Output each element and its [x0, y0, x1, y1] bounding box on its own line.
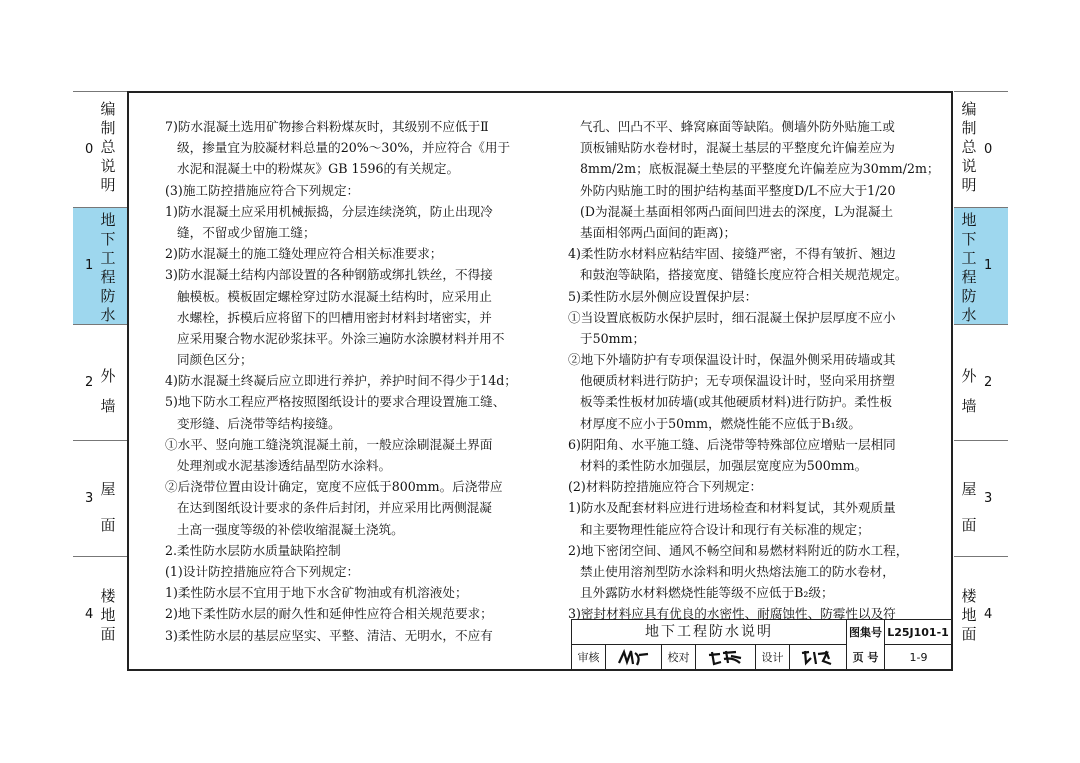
text-line: 7)防水混凝土选用矿物掺合料粉煤灰时，其级别不应低于Ⅱ	[165, 119, 489, 134]
text-line: 且外露防水材料燃烧性能等级不应低于B₂级；	[568, 585, 834, 601]
text-line: 1)防水混凝土应采用机械振捣，分层连续浇筑，防止出现冷	[165, 203, 493, 219]
nav-tab-roof[interactable]	[954, 440, 1008, 556]
nav-tab-number: 3	[85, 491, 94, 506]
title-block-signature-row	[572, 645, 952, 670]
check-signature	[696, 645, 756, 670]
text-line: 5)柔性防水层外侧应设置保护层：	[568, 288, 758, 304]
text-line: 水螺栓，拆模后应将留下的凹槽用密封材料封堵密实，并	[165, 309, 492, 325]
nav-tab-number: 1	[984, 258, 993, 273]
text-line: 3)防水混凝土结构内部设置的各种钢筋或绑扎铁丝，不得接	[165, 267, 493, 283]
text-line: 材料的柔性防水加强层，加强层宽度应为500mm。	[568, 458, 868, 473]
text-line: 于50mm；	[568, 330, 646, 346]
text-line: 同颜色区分；	[165, 352, 253, 368]
nav-tab-general[interactable]	[73, 91, 127, 207]
text-line: 8mm/2m；底板混凝土垫层的平整度允许偏差应为30mm/2m；	[568, 161, 940, 177]
text-line: 1)柔性防水层不宜用于地下水含矿物油或有机溶液处；	[165, 585, 468, 601]
text-line: 禁止使用溶剂型防水涂料和明火热熔法施工的防水卷材，	[568, 563, 895, 579]
nav-tab-label: 编制总说明	[100, 100, 116, 194]
nav-tab-label: 地下工程防水	[100, 211, 116, 324]
text-line: 他硬质材料进行防护；无专项保温设计时，竖向采用挤塑	[568, 373, 895, 389]
nav-tab-label: 屋面	[961, 480, 977, 534]
text-line: 处理剂或水泥基渗透结晶型防水涂料。	[165, 458, 392, 473]
text-line: 6)阴阳角、水平施工缝、后浇带等特殊部位应增贴一层相同	[568, 436, 896, 452]
text-line: ①当设置底板防水保护层时，细石混凝土保护层厚度不应小	[568, 309, 896, 325]
drawing-title: 地下工程防水说明	[572, 620, 847, 645]
review-signature	[606, 645, 662, 670]
text-line: (3)施工防控措施应符合下列规定：	[165, 182, 360, 198]
text-line: 5)地下防水工程应严格按照图纸设计的要求合理设置施工缝、	[165, 394, 506, 410]
text-line: 材厚度不应小于50mm，燃烧性能不应低于B₁级。	[568, 415, 861, 431]
review-label: 审核	[572, 645, 606, 670]
nav-tab-exterior-wall[interactable]	[73, 324, 127, 440]
design-label: 设计	[756, 645, 790, 670]
nav-tab-exterior-wall[interactable]	[954, 324, 1008, 440]
nav-tab-label: 楼地面	[961, 587, 977, 643]
review-signature-mark	[615, 649, 653, 667]
text-line: 和鼓泡等缺陷，搭接宽度、错缝长度应符合相关规范规定。	[568, 267, 908, 283]
nav-tab-label: 楼地面	[100, 587, 116, 643]
text-line: 2)防水混凝土的施工缝处理应符合相关标准要求；	[165, 246, 443, 262]
nav-tab-label: 外墙	[961, 367, 977, 415]
text-line: 1)防水及配套材料应进行进场检查和材料复试，其外观质量	[568, 500, 896, 516]
text-line: ①水平、竖向施工缝浇筑混凝土前，一般应涂刷混凝土界面	[165, 436, 493, 452]
nav-tab-label: 屋面	[100, 480, 116, 534]
text-line: 土高一强度等级的补偿收缩混凝土浇筑。	[165, 521, 404, 537]
right-text-column	[568, 116, 940, 625]
nav-tab-label: 编制总说明	[961, 100, 977, 194]
nav-tab-number: 1	[85, 258, 94, 273]
nav-tab-floor[interactable]	[954, 556, 1008, 672]
text-line: (2)材料防控措施应符合下列规定：	[568, 479, 763, 495]
text-line: ②后浇带位置由设计确定，宽度不应低于800mm。后浇带应	[165, 479, 503, 495]
nav-tab-number: 4	[984, 607, 993, 622]
text-line: 4)柔性防水材料应粘结牢固、接缝严密，不得有皱折、翘边	[568, 246, 896, 262]
text-line: (1)设计防控措施应符合下列规定：	[165, 563, 360, 579]
text-line: 2)地下柔性防水层的耐久性和延伸性应符合相关规范要求；	[165, 606, 493, 622]
nav-tab-roof[interactable]	[73, 440, 127, 556]
nav-tab-number: 0	[85, 142, 94, 157]
left-text-column	[165, 116, 517, 646]
nav-tab-number: 3	[984, 491, 993, 506]
text-line: 顶板铺贴防水卷材时，混凝土基层的平整度允许偏差应为	[568, 140, 895, 156]
text-line: 级，掺量宜为胶凝材料总量的20%～30%，并应符合《用于	[165, 140, 511, 156]
page-number-label: 页 号	[847, 645, 885, 670]
nav-tab-label: 地下工程防水	[961, 211, 977, 324]
text-line: 3)密封材料应具有优良的水密性、耐腐蚀性、防霉性以及符	[568, 606, 896, 622]
text-line: 2.柔性防水层防水质量缺陷控制	[165, 542, 341, 558]
text-line: 板等柔性板材加砖墙(或其他硬质材料)进行防护。柔性板	[568, 394, 893, 410]
check-signature-mark	[706, 649, 744, 667]
check-label: 校对	[662, 645, 696, 670]
text-line: (D为混凝土基面相邻两凸面间凹进去的深度，L为混凝土	[568, 203, 894, 219]
atlas-number: L25J101-1	[885, 620, 952, 645]
text-line: 水泥和混凝土中的粉煤灰》GB 1596的有关规定。	[165, 161, 460, 177]
text-line: 3)柔性防水层的基层应坚实、平整、清洁、无明水，不应有	[165, 627, 493, 643]
atlas-number-label: 图集号	[847, 620, 885, 645]
nav-tab-number: 4	[85, 607, 94, 622]
text-line: ②地下外墙防护有专项保温设计时，保温外侧采用砖墙或其	[568, 352, 896, 368]
nav-tab-number: 2	[984, 375, 993, 390]
text-line: 缝，不留或少留施工缝；	[165, 224, 316, 240]
text-line: 和主要物理性能应符合设计和现行有关标准的规定；	[568, 521, 870, 537]
nav-tab-label: 外墙	[100, 367, 116, 415]
nav-tab-general[interactable]	[954, 91, 1008, 207]
nav-tab-number: 0	[984, 142, 993, 157]
page-number: 1-9	[909, 651, 928, 664]
title-block	[571, 619, 951, 670]
text-line: 外防内贴施工时的围护结构基面平整度D/L不应大于1/20	[568, 182, 896, 198]
nav-tab-number: 2	[85, 375, 94, 390]
text-line: 2)地下密闭空间、通风不畅空间和易燃材料附近的防水工程，	[568, 542, 909, 558]
design-signature-mark	[799, 649, 837, 667]
design-signature	[790, 645, 847, 670]
text-line: 在达到图纸设计要求的条件后封闭，并应采用比两侧混凝	[165, 500, 492, 516]
nav-tab-floor[interactable]	[73, 556, 127, 672]
text-line: 4)防水混凝土终凝后应立即进行养护，养护时间不得少于14d；	[165, 373, 517, 389]
text-line: 基面相邻两凸面间的距离)；	[568, 224, 737, 240]
text-line: 应采用聚合物水泥砂浆抹平。外涂三遍防水涂膜材料并用不	[165, 330, 505, 346]
text-line: 气孔、凹凸不平、蜂窝麻面等缺陷。侧墙外防外贴施工或	[568, 119, 895, 134]
nav-tab-underground[interactable]	[73, 207, 127, 324]
text-line: 变形缝、后浇带等结构接缝。	[165, 415, 341, 431]
text-line: 触模板。模板固定螺栓穿过防水混凝土结构时，应采用止	[165, 288, 492, 304]
nav-tab-underground[interactable]	[954, 207, 1008, 324]
